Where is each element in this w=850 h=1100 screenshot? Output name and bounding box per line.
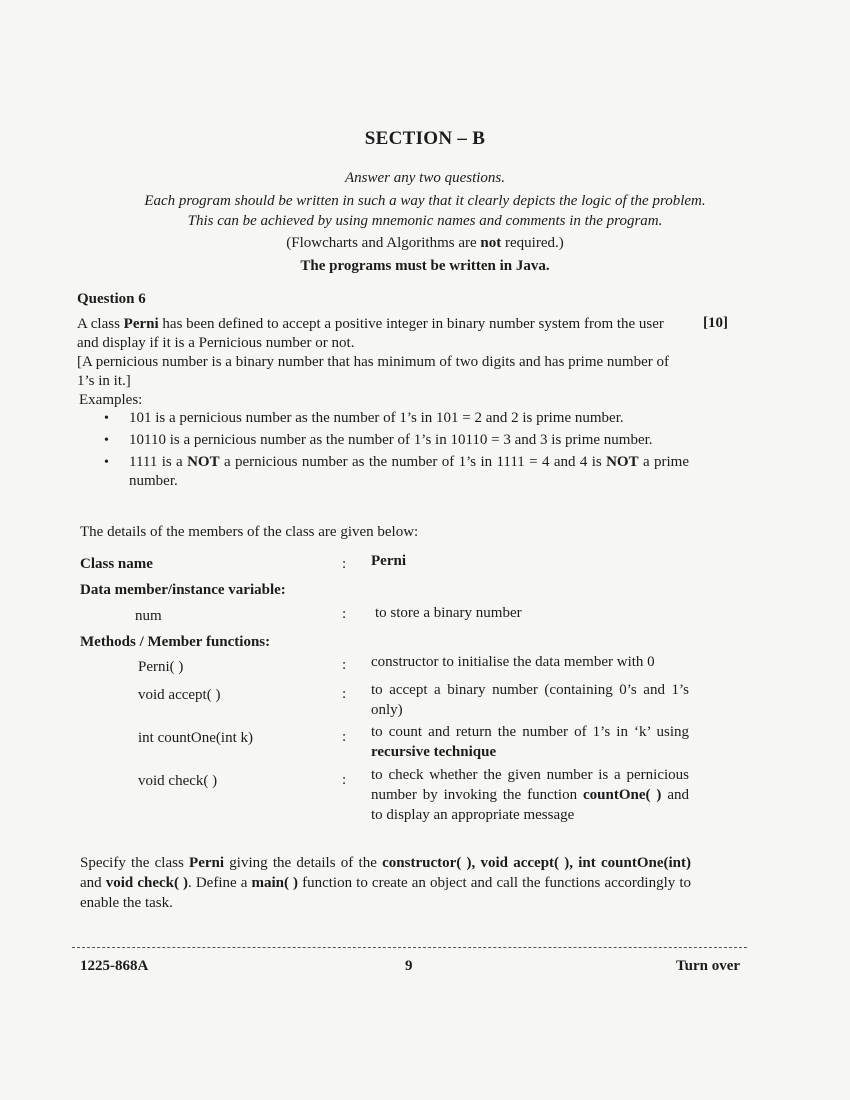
class-name-value: Perni [371,553,406,569]
data-member-name: num [135,608,162,624]
method-accept-name: void accept( ) [138,687,221,703]
colon: : [342,729,347,745]
page-number: 9 [405,958,413,974]
class-name-label: Class name [80,556,153,572]
method-constructor-desc: constructor to initialise the data member with 0 [371,654,655,670]
method-countone-desc: to count and return the number of 1’s in ‘k’ using recursive technique [371,724,689,760]
examples-label: Examples: [79,392,143,408]
instruction-answer-two: Answer any two questions. [345,170,505,186]
turn-over: Turn over [676,958,741,974]
data-member-desc: to store a binary number [375,605,522,621]
data-member-label: Data member/instance variable: [80,582,286,598]
instruction-java: The programs must be written in Java. [300,258,550,274]
instruction-flowcharts: (Flowcharts and Algorithms are not required.) [286,235,564,251]
question-marks: [10] [703,315,728,331]
footer-divider [72,947,747,948]
colon: : [342,686,347,702]
colon: : [342,556,347,572]
example-item: • 101 is a pernicious number as the number of 1’s in 101 = 2 and 2 is prime number. [104,410,624,426]
pernicious-definition: [A pernicious number is a binary number that has minimum of two digits and has prime number of 1’s in it.] [77,354,669,389]
colon: : [342,657,347,673]
task-instructions: Specify the class Perni giving the details of the constructor( ), void accept( ), int countOne(int) and void check( ). Define a main( ) function to create an object and call the functions accordingly to enable the task. [80,855,691,911]
example-item: • 10110 is a pernicious number as the number of 1’s in 10110 = 3 and 3 is prime number. [104,432,653,448]
colon: : [342,606,347,622]
colon: : [342,772,347,788]
method-check-desc: to check whether the given number is a pernicious number by invoking the function countOne( ) and to display an appropriate message [371,767,689,823]
instruction-logic: Each program should be written in such a way that it clearly depicts the logic of the problem. [144,193,706,209]
paper-code: 1225-868A [80,958,149,974]
method-accept-desc: to accept a binary number (containing 0’s and 1’s only) [371,682,689,718]
method-countone-name: int countOne(int k) [138,730,253,746]
section-title: SECTION – B [364,128,486,149]
method-check-name: void check( ) [138,773,218,789]
question-heading: Question 6 [77,291,146,307]
method-constructor-name: Perni( ) [138,659,184,675]
instruction-mnemonic: This can be achieved by using mnemonic names and comments in the program. [187,213,663,229]
question-intro: A class Perni has been defined to accept a positive integer in binary number system from the user and display if it is a Pernicious number or not. [77,316,664,351]
methods-label: Methods / Member functions: [80,634,271,650]
examples-list [104,409,689,494]
example-item: • 1111 is a NOT a pernicious number as the number of 1’s in 1111 = 4 and 4 is NOT a prime number. [104,454,689,489]
details-intro: The details of the members of the class are given below: [80,524,419,540]
